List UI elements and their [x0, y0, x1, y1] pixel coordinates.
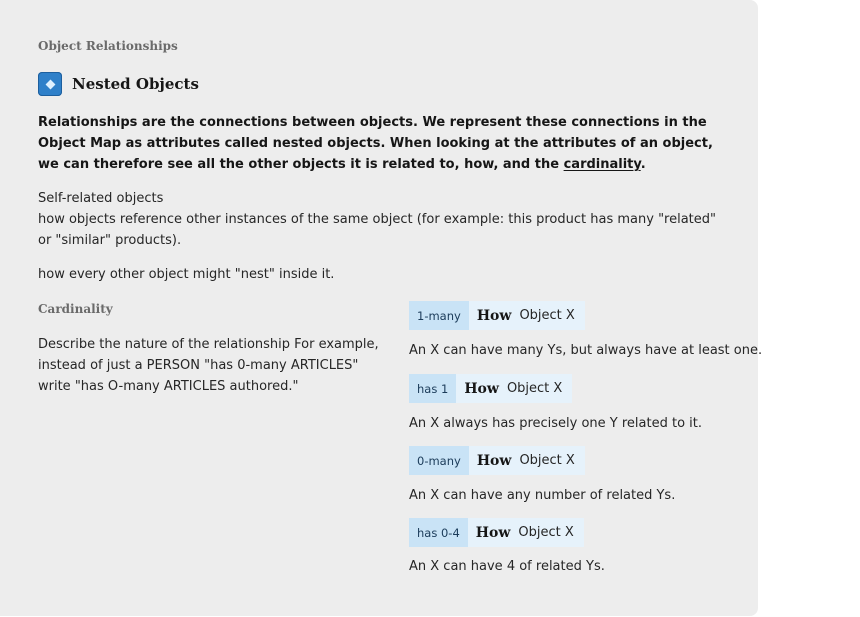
- self-related-block: [38, 188, 728, 251]
- chip-body: [469, 446, 585, 475]
- chip-body: [468, 518, 584, 547]
- how-label: How: [475, 524, 511, 541]
- cardinality-chip: [409, 301, 585, 330]
- chip-body: [469, 301, 585, 330]
- cardinality-body: Describe the nature of the relationship For example, instead of just a PERSON "has 0-many ARTICLES" write "has O-many ARTICLES authored.": [38, 337, 379, 394]
- cardinality-chip: [409, 446, 585, 475]
- lead-paragraph: [38, 112, 728, 175]
- nest-text: how every other object might "nest" inside it.: [38, 267, 335, 282]
- object-label: Object X: [519, 453, 575, 468]
- diamond-icon: [38, 72, 62, 96]
- cardinality-desc: An X can have any number of related Ys.: [409, 488, 676, 503]
- how-label: How: [464, 380, 499, 397]
- cardinality-tag: has 1: [409, 374, 456, 403]
- cardinality-desc: An X always has precisely one Y related to it.: [409, 416, 703, 431]
- cardinality-chip: [409, 374, 572, 403]
- how-label: How: [476, 307, 512, 324]
- cardinality-tag: 1-many: [409, 301, 469, 330]
- how-label: How: [476, 452, 512, 469]
- cardinality-tag: 0-many: [409, 446, 469, 475]
- lead-end: .: [640, 157, 646, 172]
- cardinality-chip: [409, 518, 584, 547]
- cardinality-link[interactable]: cardinality: [563, 157, 641, 172]
- cardinality-title: Cardinality: [38, 302, 113, 316]
- lead-text: Relationships are the connections between objects. We represent these connections in the Object Map as attributes called nested objects. When looking at the attributes of an object, we can therefore see all the other objects it is related to, how, and the: [38, 115, 713, 172]
- section-heading: [38, 72, 199, 96]
- self-related-title: Self-related objects: [38, 191, 164, 206]
- object-label: Object X: [518, 525, 574, 540]
- section-title: Nested Objects: [72, 75, 199, 93]
- object-label: Object X: [506, 381, 563, 396]
- cardinality-tag: has 0-4: [409, 518, 468, 547]
- cardinality-desc: An X can have many Ys, but always have at least one.: [409, 343, 763, 358]
- self-related-body: how objects reference other instances of the same object (for example: this product has many "related" or "similar" products).: [38, 212, 717, 248]
- chip-body: [456, 374, 572, 403]
- cardinality-desc: An X can have 4 of related Ys.: [409, 559, 605, 574]
- object-label: Object X: [519, 308, 575, 323]
- section-eyebrow: Object Relationships: [38, 39, 178, 53]
